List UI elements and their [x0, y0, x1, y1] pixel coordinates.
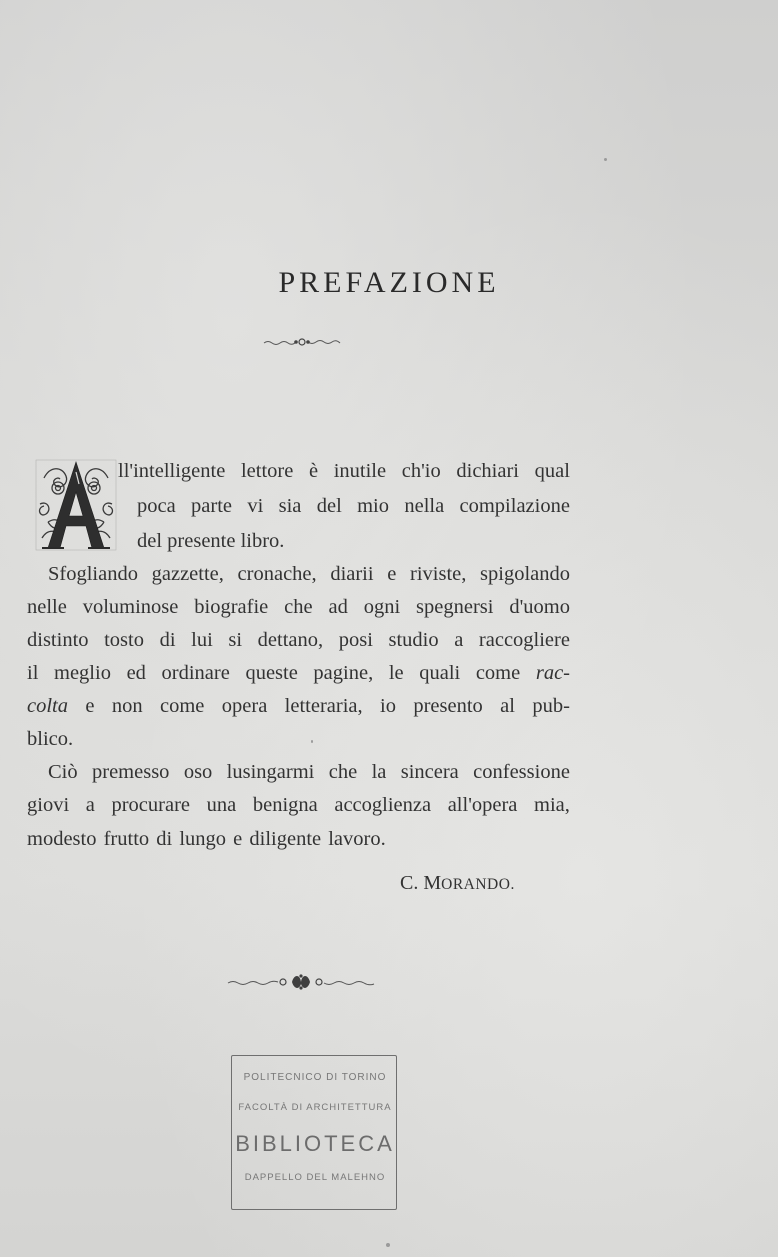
word: spigolando: [480, 563, 570, 585]
word: all'opera: [447, 794, 518, 816]
large-ornament-divider-icon: [226, 972, 376, 992]
word: confessione: [473, 761, 570, 783]
paragraph-2-line-6: blico.: [27, 728, 74, 750]
word: lusingarmi: [226, 761, 315, 783]
word: mio: [357, 495, 390, 517]
word: mia,: [534, 794, 570, 816]
author-signature: [400, 872, 515, 895]
word: che: [328, 761, 358, 783]
word: non: [111, 695, 143, 717]
page-title: PREFAZIONE: [278, 266, 500, 299]
signature-name-capital: M: [423, 872, 442, 894]
paragraph-2-line-3: [27, 629, 570, 652]
word: posi: [338, 629, 373, 651]
word: la: [371, 761, 387, 783]
word: cronache,: [237, 563, 317, 585]
word: studio: [388, 629, 439, 651]
word: ogni: [363, 596, 401, 618]
word: ad: [328, 596, 348, 618]
word: il: [27, 662, 39, 684]
word: qual: [534, 460, 570, 482]
paragraph-3-line-3: modesto frutto di lungo e diligente lavoro.: [27, 828, 386, 850]
paragraph-2-line-2: [27, 596, 570, 619]
word: d'uomo: [509, 596, 570, 618]
word: biografie: [194, 596, 269, 618]
stamp-line-2: FACOLTÀ DI ARCHITETTURA: [238, 1102, 392, 1113]
decorated-dropcap-a-icon: [34, 458, 118, 552]
word: diarii: [330, 563, 374, 585]
paragraph-2-line-1: [48, 563, 570, 586]
paragraph-2-line-4: [27, 662, 570, 685]
word: parte: [191, 495, 233, 517]
word: pagine,: [313, 662, 374, 684]
word: del: [316, 495, 342, 517]
word: una: [206, 794, 237, 816]
word: pub-: [532, 695, 570, 717]
word: giovi: [27, 794, 70, 816]
paper-speck: [311, 740, 313, 743]
word: procurare: [111, 794, 191, 816]
word: meglio: [54, 662, 111, 684]
word: ch'io: [401, 460, 441, 482]
stamp-line-1: POLITECNICO DI TORINO: [243, 1072, 387, 1083]
signature-initial: C.: [400, 872, 424, 894]
word: vi: [247, 495, 264, 517]
word: come: [475, 662, 521, 684]
paper-speck: [604, 158, 607, 161]
word: gazzette,: [151, 563, 224, 585]
word: spegnersi: [416, 596, 494, 618]
word: ed: [126, 662, 146, 684]
paragraph-3-line-1: [48, 761, 570, 784]
word: sincera: [400, 761, 459, 783]
word: benigna: [252, 794, 318, 816]
word: queste: [245, 662, 298, 684]
word: al: [500, 695, 515, 717]
paragraph-1-line-2: [137, 495, 570, 518]
word: a: [454, 629, 464, 651]
word: dichiari: [456, 460, 520, 482]
word: opera: [221, 695, 268, 717]
paragraph-1-line-3: del presente libro.: [137, 530, 285, 552]
word: nelle: [27, 596, 67, 618]
word: che: [284, 596, 313, 618]
paper-speck: [386, 1243, 390, 1247]
word: premesso: [92, 761, 170, 783]
word: lettore: [240, 460, 294, 482]
word: le: [388, 662, 404, 684]
signature-name-smallcaps: ORANDO.: [441, 876, 515, 893]
word: voluminose: [82, 596, 179, 618]
word: presento: [413, 695, 483, 717]
word: riviste,: [410, 563, 467, 585]
word: ll'intelligente: [118, 460, 226, 482]
word: rac-: [535, 662, 570, 684]
word: di: [159, 629, 176, 651]
word: a: [85, 794, 95, 816]
word: quali: [419, 662, 461, 684]
stamp-line-4: DAPPELLO DEL MALEHNO: [244, 1172, 386, 1183]
word: dettano,: [257, 629, 324, 651]
word: poca: [137, 495, 176, 517]
word: si: [228, 629, 243, 651]
word: distinto: [27, 629, 89, 651]
word: compilazione: [459, 495, 570, 517]
word: nella: [404, 495, 445, 517]
word: io: [380, 695, 396, 717]
word: letteraria,: [284, 695, 363, 717]
word: raccogliere: [478, 629, 570, 651]
word: ordinare: [161, 662, 230, 684]
word: colta: [27, 695, 68, 717]
word: lui: [191, 629, 213, 651]
word: come: [159, 695, 205, 717]
word: sia: [278, 495, 302, 517]
word: oso: [183, 761, 213, 783]
word: è: [308, 460, 319, 482]
word: tosto: [104, 629, 144, 651]
word: e: [387, 563, 397, 585]
paragraph-3-line-2: [27, 794, 570, 817]
small-ornament-divider-icon: [262, 336, 342, 348]
word: Ciò: [48, 761, 78, 783]
word: accoglienza: [334, 794, 432, 816]
stamp-line-3: BIBLIOTECA: [235, 1131, 395, 1156]
word: inutile: [333, 460, 387, 482]
paragraph-2-line-5: [27, 695, 570, 718]
word: Sfogliando: [48, 563, 138, 585]
word: e: [85, 695, 95, 717]
library-stamp: [231, 1055, 397, 1210]
paragraph-1-line-1: [118, 460, 570, 483]
